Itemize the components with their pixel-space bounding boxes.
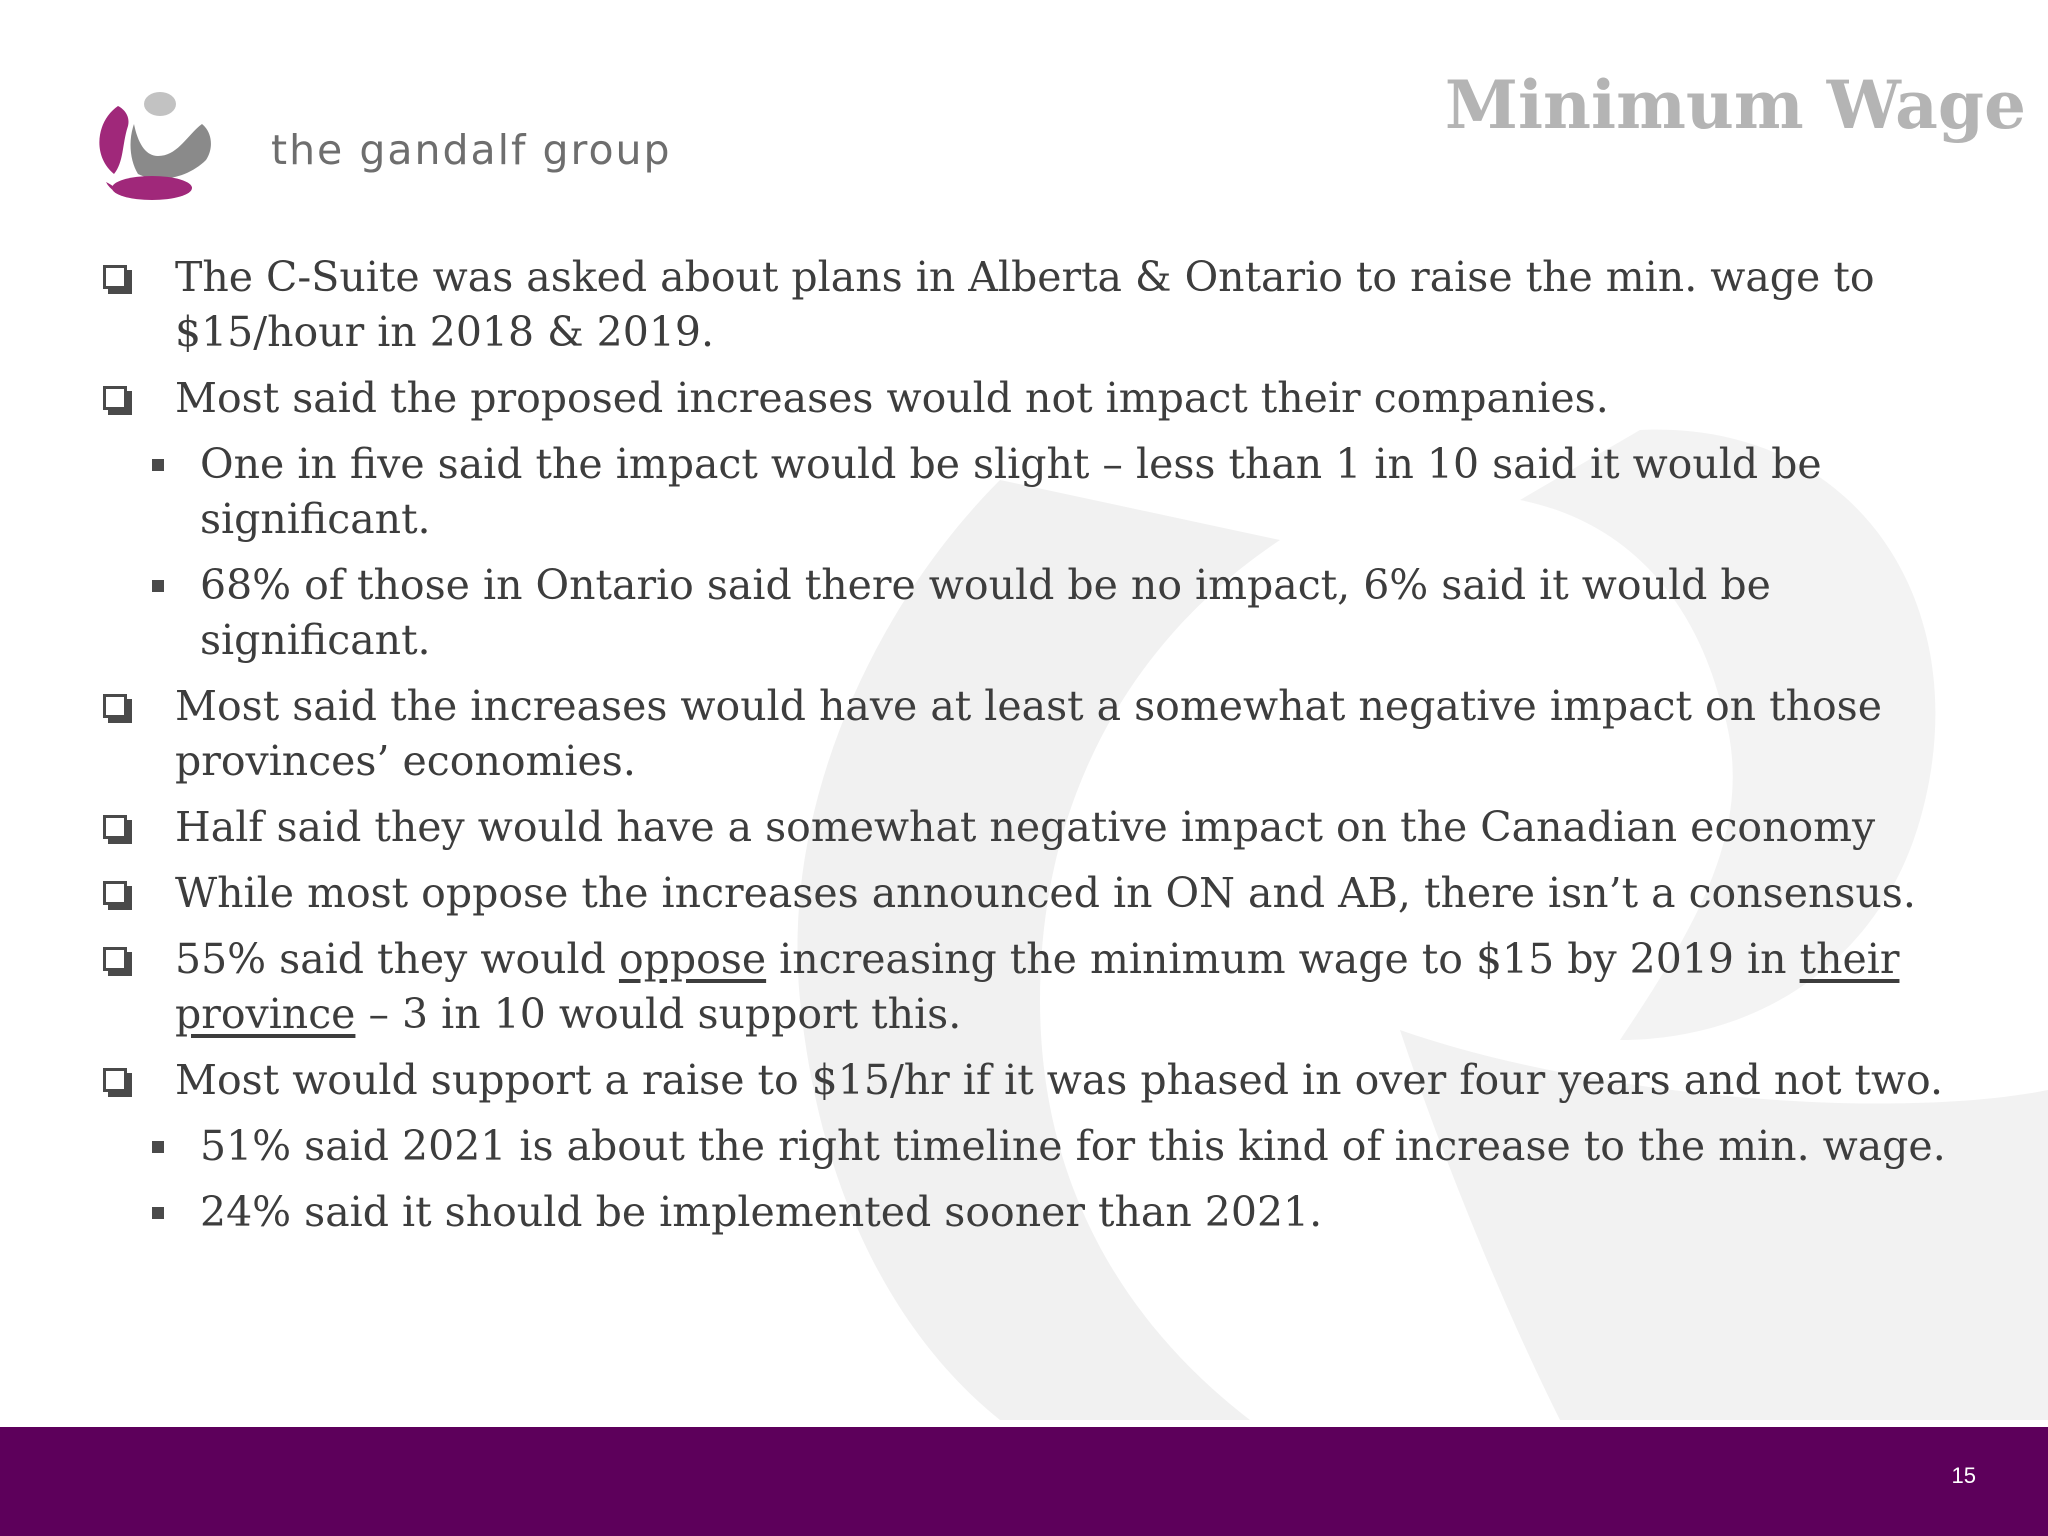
bullet-item bbox=[95, 679, 1995, 789]
bullet-item bbox=[95, 250, 1995, 360]
company-logo bbox=[88, 86, 688, 206]
bullet-text: While most oppose the increases announced in ON and AB, there isn’t a consensus. bbox=[175, 869, 1916, 917]
sub-bullet-item bbox=[200, 1185, 1995, 1240]
slide-content bbox=[95, 250, 1995, 1251]
bullet-text-part: increasing the minimum wage to $15 by 2019 in bbox=[766, 935, 1800, 983]
bullet-text bbox=[175, 935, 1899, 1038]
bullet-item bbox=[95, 866, 1995, 921]
bullet-text-part: – 3 in 10 would support this. bbox=[355, 990, 962, 1038]
sub-bullet-text: 68% of those in Ontario said there would be no impact, 6% said it would be significant. bbox=[200, 561, 1771, 664]
square-bullet-icon bbox=[152, 459, 164, 471]
bullet-item bbox=[95, 932, 1995, 1042]
bullet-text: Half said they would have a somewhat negative impact on the Canadian economy bbox=[175, 803, 1876, 851]
sub-bullet-text: 51% said 2021 is about the right timeline for this kind of increase to the min. wage. bbox=[200, 1122, 1946, 1170]
bullet-text-part: 55% said they would bbox=[175, 935, 619, 983]
logo-text: the gandalf group bbox=[271, 126, 672, 174]
gandalf-g-icon bbox=[88, 86, 218, 206]
sub-bullet-text: One in five said the impact would be slight – less than 1 in 10 said it would be significant. bbox=[200, 440, 1822, 543]
bullet-text: The C-Suite was asked about plans in Alberta & Ontario to raise the min. wage to $15/hour in 2018 & 2019. bbox=[175, 253, 1875, 356]
sub-bullet-text: 24% said it should be implemented sooner than 2021. bbox=[200, 1188, 1323, 1236]
bullet-text: Most said the proposed increases would not impact their companies. bbox=[175, 374, 1609, 422]
square-bullet-icon bbox=[152, 580, 164, 592]
sub-bullet-item bbox=[200, 437, 1995, 547]
checkbox-bullet-icon bbox=[103, 881, 127, 905]
checkbox-bullet-icon bbox=[103, 386, 127, 410]
checkbox-bullet-icon bbox=[103, 947, 127, 971]
checkbox-bullet-icon bbox=[103, 815, 127, 839]
bullet-item bbox=[95, 1053, 1995, 1108]
footer-bar bbox=[0, 1427, 2048, 1536]
underlined-text: their province bbox=[175, 935, 1900, 1038]
checkbox-bullet-icon bbox=[103, 1068, 127, 1092]
square-bullet-icon bbox=[152, 1141, 164, 1153]
sub-bullet-item bbox=[200, 1119, 1995, 1174]
square-bullet-icon bbox=[152, 1207, 164, 1219]
bullet-item bbox=[95, 800, 1995, 855]
sub-bullet-item bbox=[200, 558, 1995, 668]
checkbox-bullet-icon bbox=[103, 265, 127, 289]
slide-title: Minimum Wage bbox=[1444, 66, 2026, 144]
underlined-text: oppose bbox=[618, 935, 767, 983]
checkbox-bullet-icon bbox=[103, 694, 127, 718]
page-number: 15 bbox=[1951, 1463, 1976, 1488]
bullet-text: Most said the increases would have at least a somewhat negative impact on those provinces’ economies. bbox=[175, 682, 1882, 785]
bullet-item bbox=[95, 371, 1995, 426]
bullet-text: Most would support a raise to $15/hr if it was phased in over four years and not two. bbox=[175, 1056, 1944, 1104]
